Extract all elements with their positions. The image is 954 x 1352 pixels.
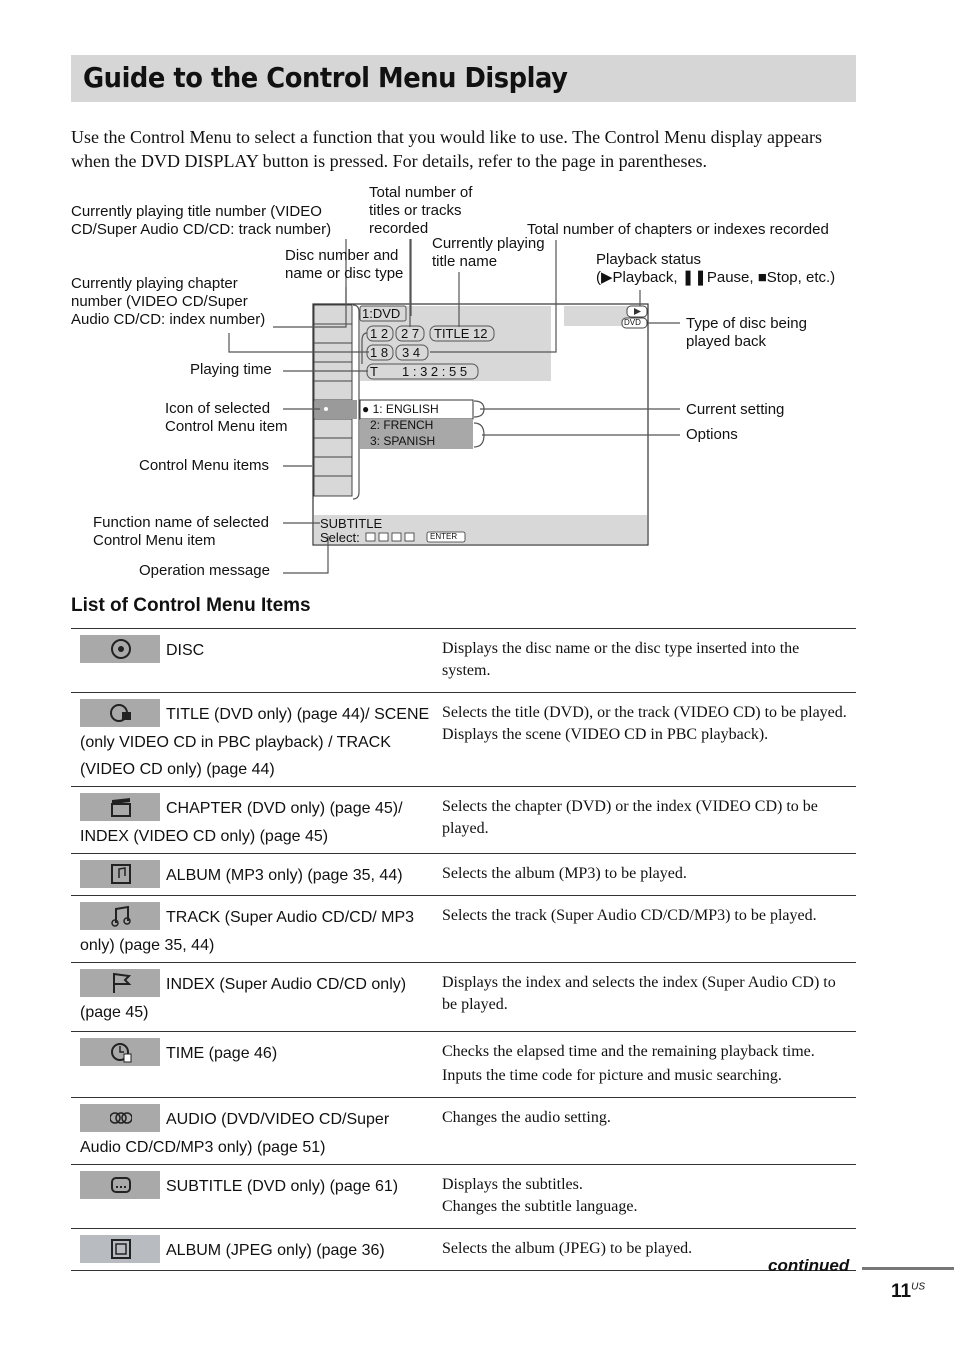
- label-chapter-number: Currently playing chapter number (VIDEO CD/Super Audio CD/CD: index number): [71, 275, 266, 328]
- label-menu-items: Control Menu items: [139, 457, 270, 474]
- album-jpeg-icon: [80, 1235, 160, 1263]
- table-row: [71, 1165, 856, 1229]
- list-title: List of Control Menu Items: [71, 595, 311, 616]
- label-total-titles: Total number of titles or tracks recorded: [369, 184, 473, 237]
- item-desc: Selects the chapter (DVD) or the index (VIDEO CD) to be played.: [442, 798, 818, 837]
- index-icon: [80, 969, 160, 997]
- screen-title-total: 2 7: [401, 326, 420, 341]
- continued-rule: [862, 1267, 954, 1270]
- table-row: [71, 787, 856, 854]
- table-row: [71, 1229, 856, 1271]
- screen-disc: 1:DVD: [362, 306, 401, 321]
- disc-icon: [80, 635, 160, 663]
- item-desc: Displays the disc name or the disc type inserted into the system.: [442, 640, 800, 679]
- item-name: DISC: [166, 642, 205, 660]
- screen-time-prefix: T: [370, 364, 378, 379]
- option-spanish: 3: SPANISH: [370, 434, 436, 448]
- screen-title-number: 1 2: [370, 326, 389, 341]
- title-icon: [80, 699, 160, 727]
- option-english: 1: ENGLISH: [372, 402, 439, 416]
- intro-paragraph: Use the Control Menu to select a function that you would like to use. The Control Menu display appears when the DVD DISPLAY button is pressed. For details, refer to the page in parentheses.: [71, 127, 823, 171]
- album-icon: [80, 860, 160, 888]
- item-desc: Checks the elapsed time and the remaining playback time.: [442, 1043, 815, 1060]
- label-current-setting: Current setting: [686, 401, 785, 418]
- screen-enter: ENTER: [430, 532, 458, 541]
- label-playback-status: Playback status (▶Playback, ❚❚Pause, ■Stop, etc.): [596, 251, 836, 286]
- time-icon: [80, 1038, 160, 1066]
- label-icon-selected: Icon of selected Control Menu item: [165, 400, 288, 435]
- chapter-icon: [80, 793, 160, 821]
- continued-label: continued: [768, 1256, 850, 1275]
- table-row: [71, 693, 856, 787]
- screen-disc-type: DVD: [624, 318, 641, 327]
- page-title: Guide to the Control Menu Display: [83, 61, 568, 94]
- table-row: [71, 854, 856, 896]
- label-title-number: Currently playing title number (VIDEO CD/Super Audio CD/CD: track number): [71, 203, 332, 238]
- item-desc: Selects the title (DVD), or the track (VIDEO CD) to be played.: [442, 704, 847, 721]
- item-desc: Selects the album (JPEG) to be played.: [442, 1240, 693, 1257]
- screen-title-name: TITLE 12: [434, 326, 488, 341]
- item-desc: Changes the audio setting.: [442, 1109, 611, 1126]
- item-name: TIME (page 46): [166, 1045, 278, 1063]
- subtitle-icon: [80, 1171, 160, 1199]
- label-function-name: Function name of selected Control Menu item: [93, 514, 269, 549]
- item-name: ALBUM (JPEG only) (page 36): [166, 1242, 385, 1260]
- screen-chapter-number: 1 8: [370, 345, 389, 360]
- track-icon: [80, 902, 160, 930]
- table-row: [71, 896, 856, 963]
- item-name: CHAPTER (DVD only) (page 45)/ INDEX (VIDEO CD only) (page 45): [80, 800, 403, 845]
- item-name: AUDIO (DVD/VIDEO CD/Super Audio CD/CD/MP3 only) (page 51): [80, 1111, 390, 1156]
- item-name: TRACK (Super Audio CD/CD/ MP3 only) (page 35, 44): [80, 909, 415, 954]
- label-disc-type: Type of disc being played back: [686, 315, 807, 350]
- option-french: 2: FRENCH: [370, 418, 434, 432]
- label-total-chapters: Total number of chapters or indexes recorded: [527, 221, 829, 238]
- audio-icon: [80, 1104, 160, 1132]
- label-title-name: Currently playing title name: [432, 235, 545, 270]
- screen-function-name: SUBTITLE: [320, 516, 383, 531]
- item-desc: Displays the index and selects the index (Super Audio CD) to be played.: [442, 974, 836, 1013]
- label-disc-number: Disc number and name or disc type: [285, 247, 404, 282]
- item-desc: Selects the track (Super Audio CD/CD/MP3) to be played.: [442, 907, 817, 924]
- item-desc: Displays the scene (VIDEO CD in PBC playback).: [442, 726, 769, 743]
- item-name: INDEX (Super Audio CD/CD only) (page 45): [80, 976, 407, 1021]
- page-number: $11^{US}$: [891, 1281, 925, 1302]
- item-desc: Inputs the time code for picture and music searching.: [442, 1067, 782, 1084]
- screen-chapter-total: 3 4: [402, 345, 421, 360]
- table-row: [71, 963, 856, 1032]
- item-name: ALBUM (MP3 only) (page 35, 44): [166, 867, 403, 885]
- table-row: [71, 629, 856, 693]
- table-row: [71, 1032, 856, 1098]
- item-name: SUBTITLE (DVD only) (page 61): [166, 1178, 399, 1196]
- item-desc: Changes the subtitle language.: [442, 1198, 638, 1215]
- screen-time: 1 : 3 2 : 5 5: [402, 364, 468, 379]
- item-name: TITLE (DVD only) (page 44)/ SCENE (only VIDEO CD in PBC playback) / TRACK (VIDEO CD only) (page 44): [80, 706, 430, 778]
- screen-option-current: ● 1: ENGLISH: [362, 402, 439, 416]
- label-playing-time: Playing time: [190, 361, 272, 378]
- menu-items-table: [71, 628, 856, 1271]
- table-row: [71, 1098, 856, 1165]
- label-operation-message: Operation message: [139, 562, 270, 579]
- screen-select-label: Select:: [320, 530, 360, 545]
- item-desc: Selects the album (MP3) to be played.: [442, 865, 687, 882]
- label-options: Options: [686, 426, 738, 443]
- item-desc: Displays the subtitles.: [442, 1176, 583, 1193]
